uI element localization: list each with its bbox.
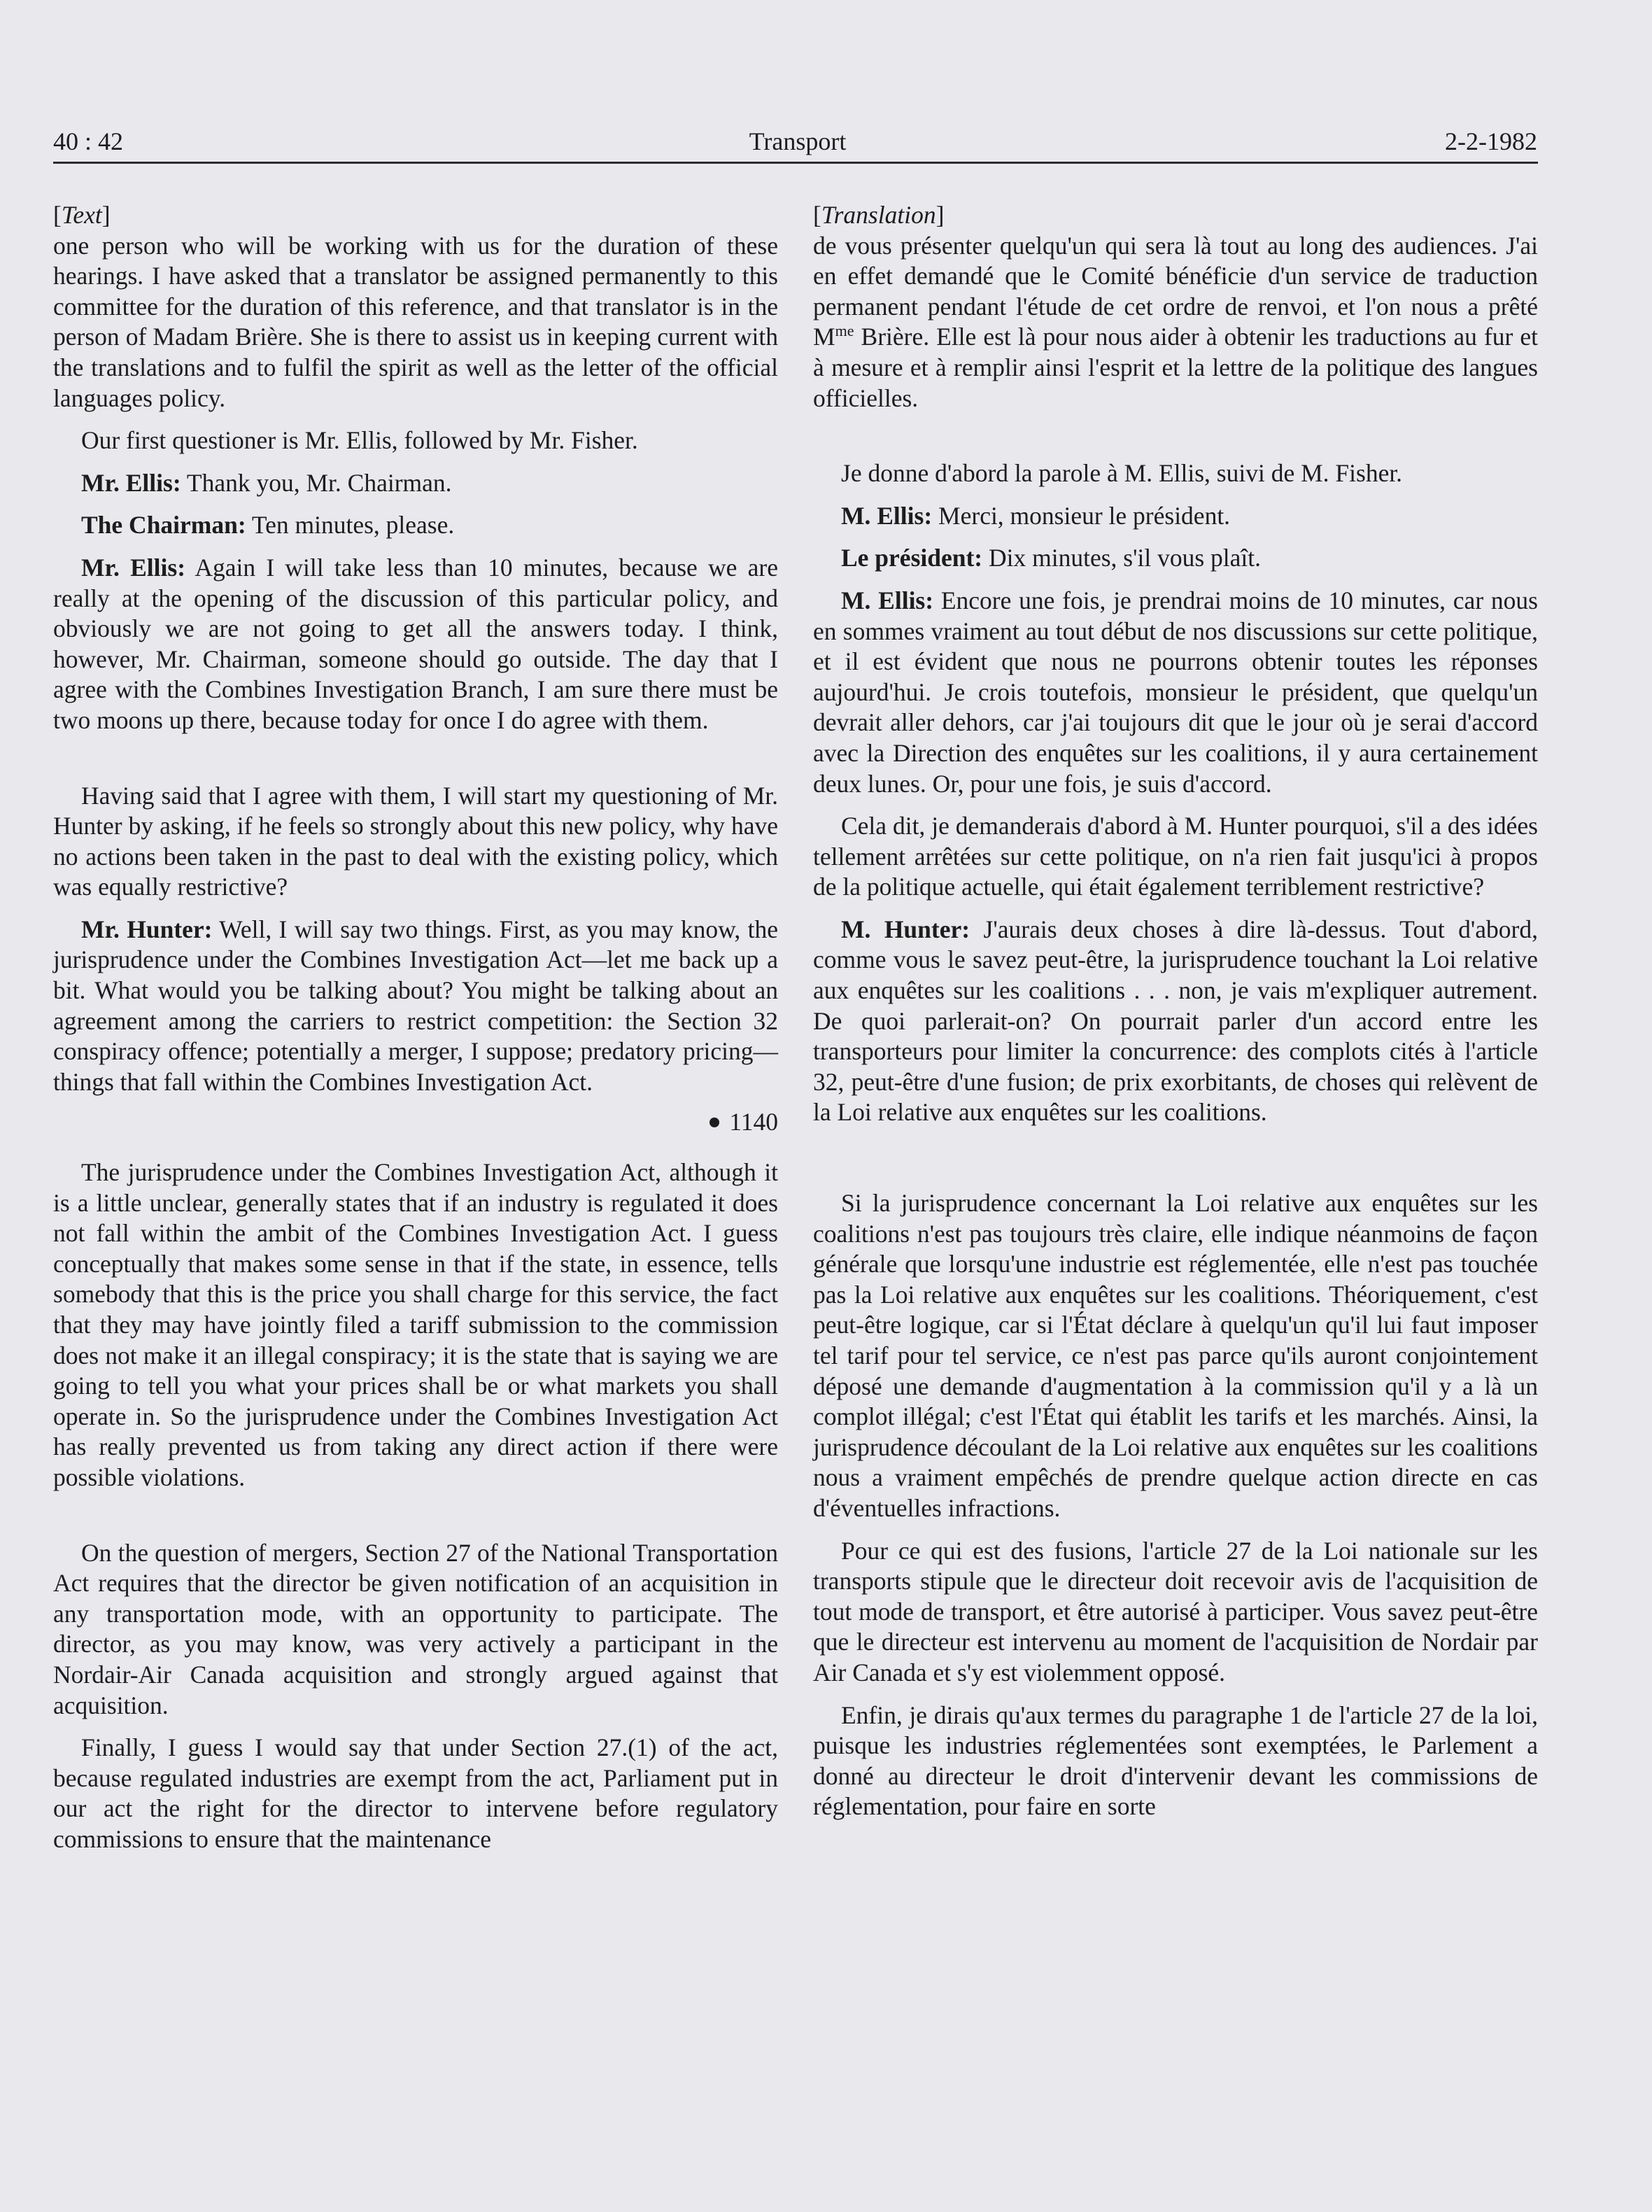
- speaker-paragraph: M. Ellis: Merci, monsieur le président.: [841, 501, 1231, 530]
- time-marker-value: 1140: [729, 1108, 778, 1136]
- paragraph: Finally, I guess I would say that under Section 27.(1) of the act, because regulated industries are exempt from the act, Parliament put in our act the right for the director to intervene before regulatory commissions to ensure that the maintenance: [53, 1733, 778, 1853]
- paragraph: de vous présenter quelqu'un qui sera là tout au long des audiences. J'ai en effet demandé que le Comité bénéficie d'un service de traduction permanent pendant l'étude de cet ordre de renvoi, et l'on nous a prêté $M^{me}$ Brière. Elle est là pour nous aider à obtenir les traductions au fur et à mesure et à remplir ainsi l'esprit et la lettre de la politique des langues officielles.: [813, 231, 1538, 412]
- speaker-name: Mr. Ellis:: [81, 553, 186, 582]
- french-column: [813, 200, 1538, 2048]
- paragraph: Si la jurisprudence concernant la Loi relative aux enquêtes sur les coalitions n'est pas toujours très claire, elle indique néanmoins de façon générale que lorsqu'une industrie est réglementée, elle n'est pas touchée pas la Loi relative aux enquêtes sur les coalitions. Théoriquement, c'est peut-être logique, car si l'État déclare à quelqu'un qu'il lui faut imposer tel tarif pour tel service, ce n'est pas parce qu'ils auront conjointement déposé une demande d'augmentation à la commission qu'il y a là un complot illégal; c'est l'État qui établit les tarifs et les marchés. Ainsi, la jurisprudence découlant de la Loi relative aux enquêtes sur les coalitions nous a vraiment empêchés de prendre quelque action directe en cas d'éventuelles infractions.: [813, 1189, 1538, 1522]
- speaker-paragraph: M. Hunter: J'aurais deux choses à dire là-dessus. Tout d'abord, comme vous le savez peut-être, la jurisprudence touchant la Loi relative aux enquêtes sur les coalitions . . . non, je vais m'expliquer autrement. De quoi parlerait-on? On pourrait parler d'un accord entre les transporteurs pour limiter la concurrence: des complots cités à l'article 32, peut-être d'une fusion; de prix exorbitants, de choses qui relèvent de la Loi relative aux enquêtes sur les coalitions.: [813, 915, 1539, 1127]
- running-title: Transport: [749, 127, 847, 155]
- speaker-name: Mr. Hunter:: [81, 915, 213, 943]
- speaker-paragraph: Le président: Dix minutes, s'il vous plaît.: [841, 544, 1262, 572]
- speaker-name: Le président:: [841, 544, 983, 572]
- speaker-paragraph: The Chairman: Ten minutes, please.: [81, 511, 455, 540]
- paragraph: On the question of mergers, Section 27 of the National Transportation Act requires that the director be given notification of an acquisition in any transportation mode, with an opportunity to participate. The director, as you may know, was very actively a participant in the Nordair-Air Canada acquisition and strongly argued against that acquisition.: [53, 1538, 778, 1719]
- header-rule: [53, 162, 1538, 164]
- paragraph: Having said that I agree with them, I will start my questioning of Mr. Hunter by asking, if he feels so strongly about this new policy, why have no actions been taken in the past to deal with the existing policy, which was equally restrictive?: [53, 781, 778, 901]
- speaker-name: M. Ellis:: [841, 586, 934, 614]
- speaker-name: The Chairman:: [81, 511, 246, 540]
- speaker-paragraph: Mr. Ellis: Thank you, Mr. Chairman.: [81, 468, 452, 497]
- speaker-paragraph: M. Ellis: Encore une fois, je prendrai moins de 10 minutes, car nous en sommes vraiment au tout début de nos discussions sur cette politique, et il est évident que nous ne pourrons obtenir toutes les réponses aujourd'hui. Je crois toutefois, monsieur le président, que quelqu'un devrait aller dehors, car j'ai toujours dit que le jour où je serai d'accord avec la Direction des enquêtes sur les coalitions, il y aura certainement deux lunes. Or, pour une fois, je suis d'accord.: [813, 586, 1538, 798]
- speaker-paragraph: Mr. Hunter: Well, I will say two things. First, as you may know, the jurisprudence under the Combines Investigation Act—let me back up a bit. What would you be talking about? You might be talking about an agreement among the carriers to restrict competition: the Section 32 conspiracy offence; potentially a merger, I suppose; predatory pricing—things that fall within the Combines Investigation Act.: [53, 915, 778, 1096]
- paragraph: Enfin, je dirais qu'aux termes du paragraphe 1 de l'article 27 de la loi, puisque les industries réglementées sont exemptées, le Parlement a donné au directeur le droit d'intervenir devant les commissions de réglementation, pour faire en sorte: [813, 1700, 1538, 1821]
- paragraph: Cela dit, je demanderais d'abord à M. Hunter pourquoi, s'il a des idées tellement arrêtées sur cette politique, on n'a rien fait jusqu'ici à propos de la politique actuelle, qui était également terriblement restrictive?: [813, 812, 1538, 901]
- speaker-name: M. Ellis:: [841, 501, 933, 530]
- page-date: 2-2-1982: [1445, 127, 1537, 155]
- paragraph: Our first questioner is Mr. Ellis, followed by Mr. Fisher.: [81, 426, 638, 455]
- bullet-icon: [709, 1118, 719, 1127]
- paragraph: one person who will be working with us for the duration of these hearings. I have asked that a translator be assigned permanently to this committee for the duration of this reference, and that translator is in the person of Madam Brière. She is there to assist us in keeping current with the translations and to fulfil the spirit as well as the letter of the official languages policy.: [53, 231, 778, 412]
- speaker-name: M. Hunter:: [841, 915, 970, 943]
- paragraph: Je donne d'abord la parole à M. Ellis, suivi de M. Fisher.: [841, 459, 1403, 488]
- time-marker: [53, 1107, 778, 1138]
- speaker-paragraph: Mr. Ellis: Again I will take less than 10 minutes, because we are really at the opening of the discussion of this particular policy, and obviously we are not going to get all the answers today. I think, however, Mr. Chairman, someone should go outside. The day that I agree with the Combines Investigation Branch, I am sure there must be two moons up there, because today for once I do agree with them.: [53, 553, 778, 734]
- speaker-name: Mr. Ellis:: [81, 468, 181, 497]
- paragraph: The jurisprudence under the Combines Investigation Act, although it is a little unclear, generally states that if an industry is regulated it does not fall within the ambit of the Combines Investigation Act. I guess conceptually that makes some sense in that if the state, in essence, tells somebody that this is the price you shall charge for this service, the fact that they may have jointly filed a tariff submission to the commission does not make it an illegal conspiracy; it is the state that is saying we are going to tell you what your prices shall be or what markets you shall operate in. So the jurisprudence under the Combines Investigation Act has really prevented us from taking any direct action if there were possible violations.: [53, 1158, 778, 1491]
- paragraph: Pour ce qui est des fusions, l'article 27 de la Loi nationale sur les transports stipule que le directeur doit recevoir avis de l'acquisition de tout mode de transport, et être autorisé à participer. Vous savez peut-être que le directeur est intervenu au moment de l'acquisition de Nordair par Air Canada et s'y est violemment opposé.: [813, 1536, 1538, 1686]
- page-number: 40 : 42: [53, 127, 124, 155]
- column-label: [Translation]: [813, 201, 945, 229]
- english-column: [53, 200, 778, 2048]
- section-spacer: [813, 1128, 1538, 1188]
- column-label: [Text]: [53, 201, 111, 229]
